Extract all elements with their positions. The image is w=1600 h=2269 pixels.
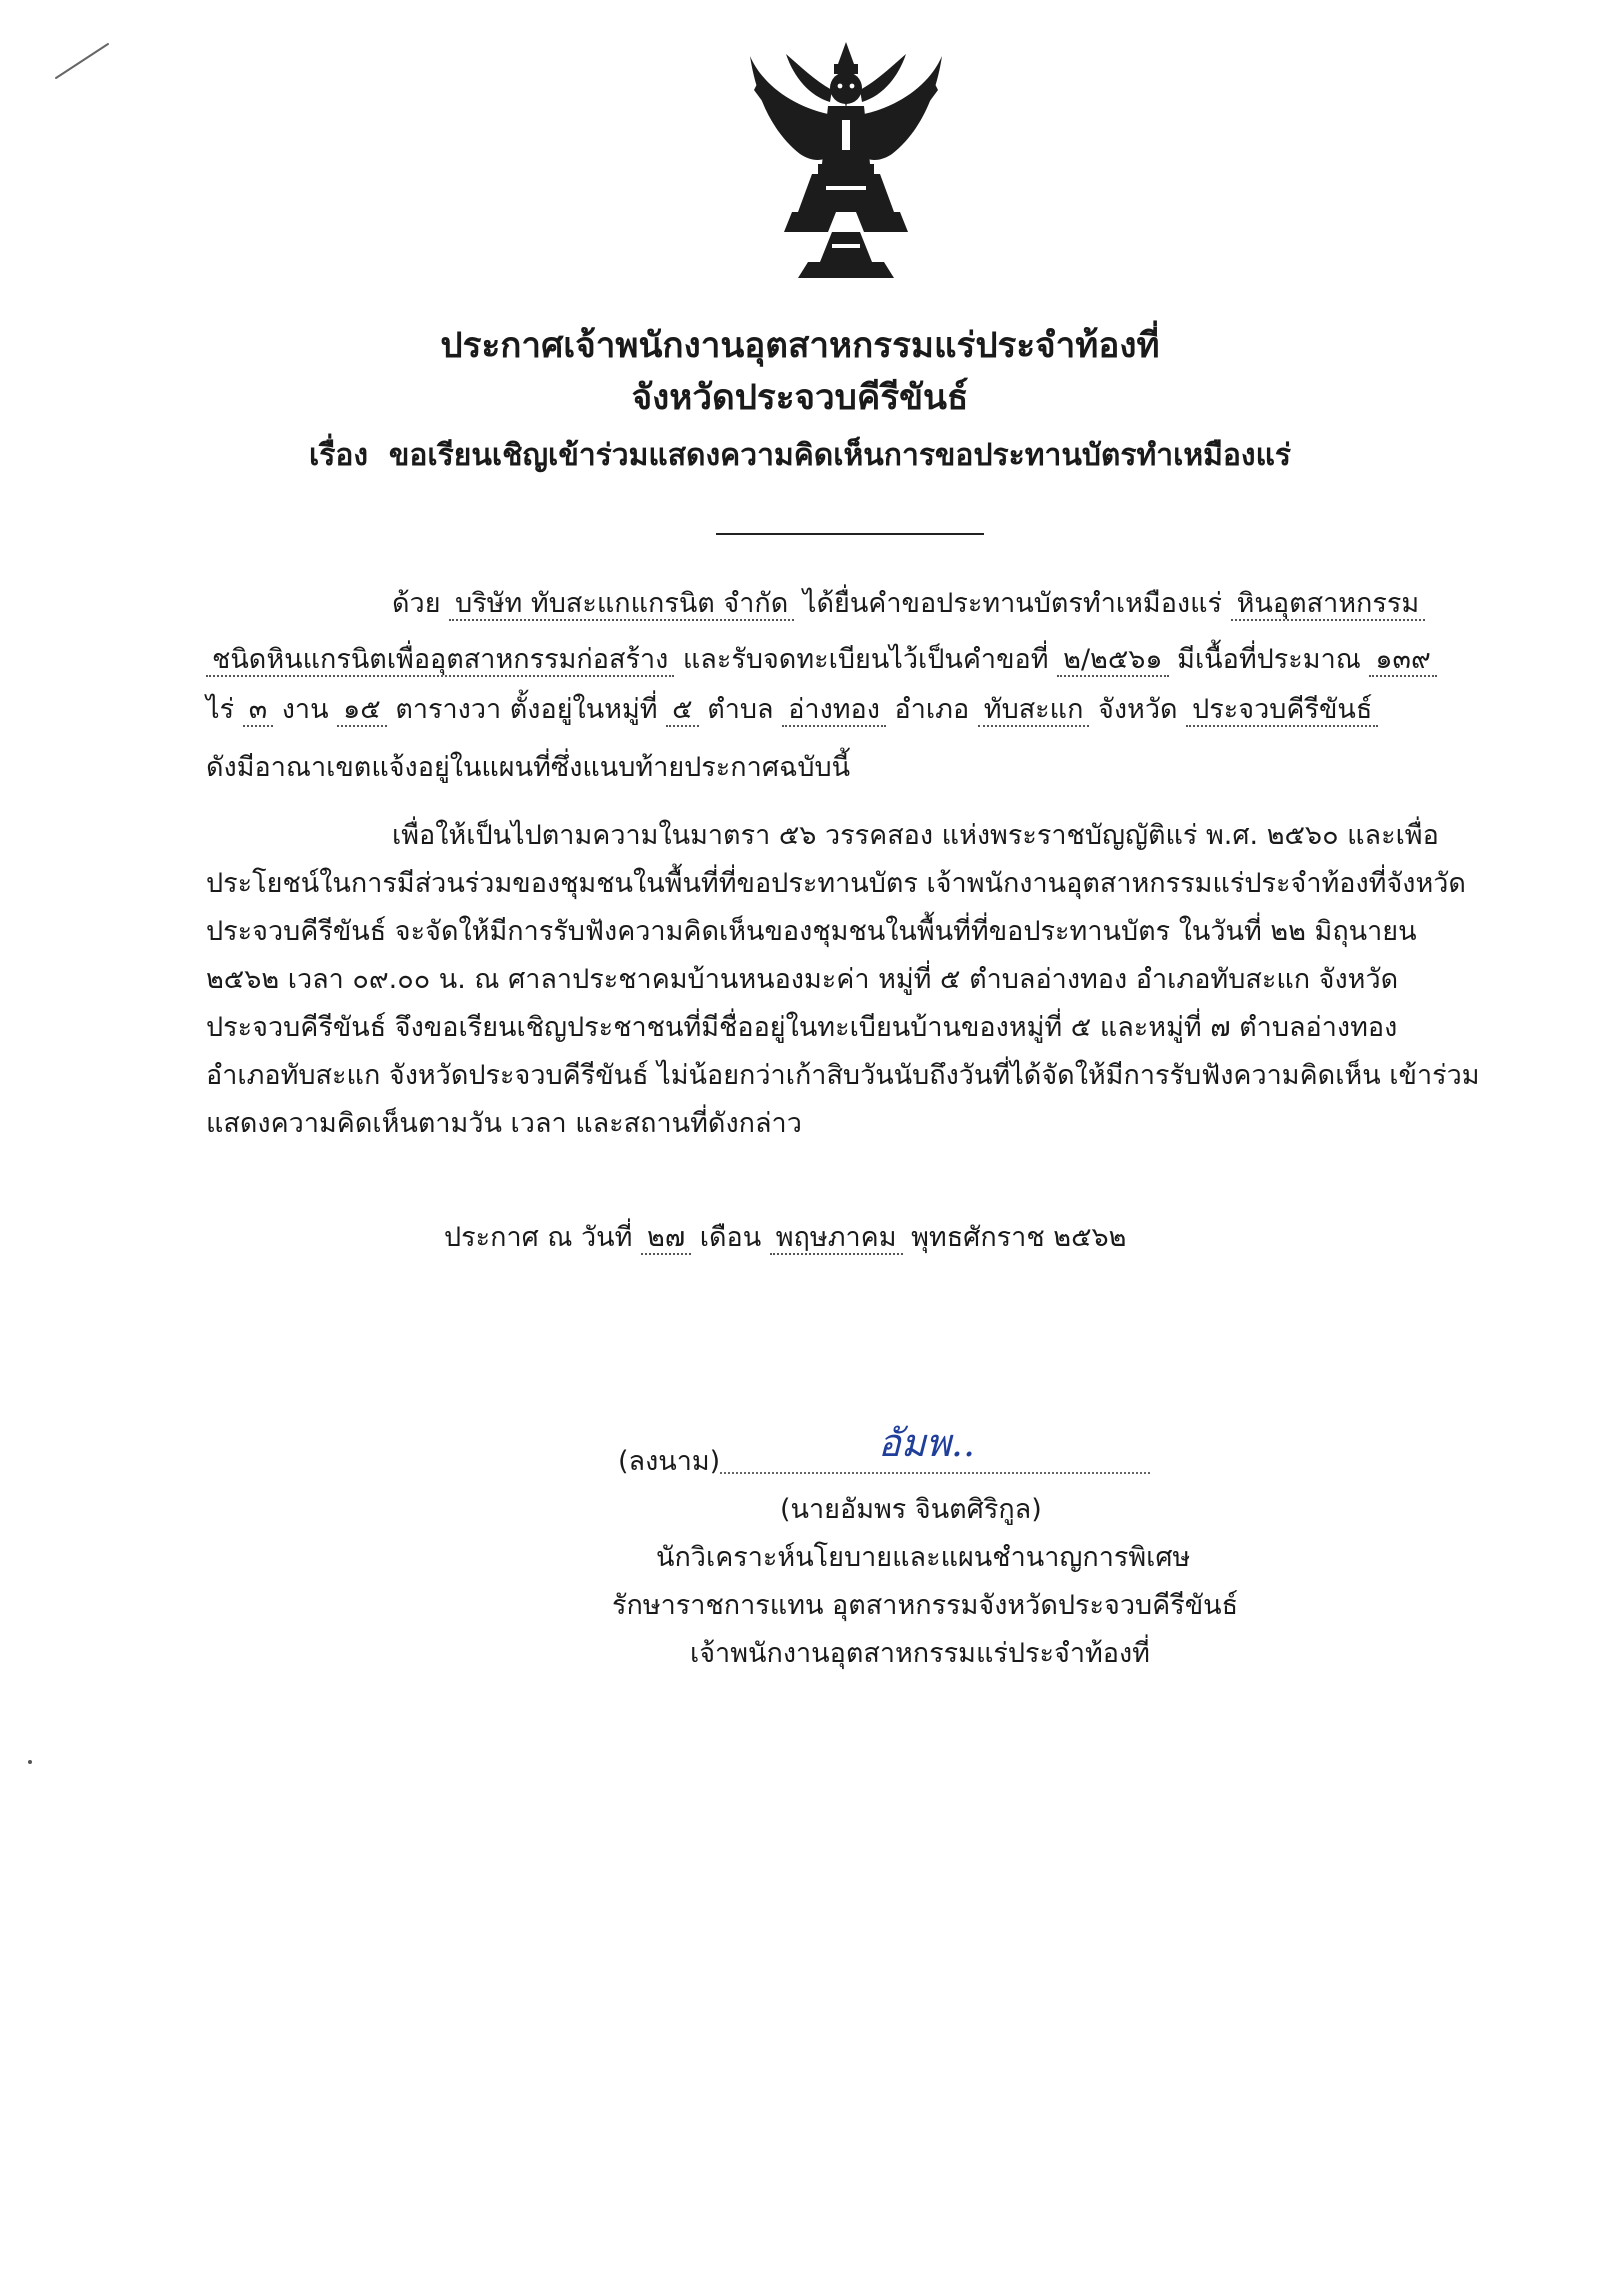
para1-text: ได้ยื่นคำขอประทานบัตรทำเหมืองแร่ (802, 588, 1222, 619)
scan-speck (28, 1760, 32, 1764)
mineral-type: ชนิดหินแกรนิตเพื่ออุตสาหกรรมก่อสร้าง (206, 644, 674, 677)
para2-line: อำเภอทับสะแก จังหวัดประจวบคีรีขันธ์ ไม่น้อยกว่าเก้าสิบวันนับถึงวันที่ได้จัดให้มีการรับฟังความคิดเห็น เข้าร่วม (206, 1060, 1480, 1091)
village-moo: ๕ (666, 694, 698, 727)
notice-title-line2: จังหวัดประจวบคีรีขันธ์ (631, 378, 969, 418)
request-number: ๒/๒๕๖๑ (1057, 644, 1168, 677)
sign-label: (ลงนาม) (618, 1446, 721, 1477)
signature-mark: อัมพ.. (878, 1421, 976, 1465)
date-year: ๒๕๖๒ (1053, 1222, 1127, 1253)
pen-mark (52, 40, 112, 82)
signatory-position-1: นักวิเคราะห์นโยบายและแผนชำนาญการพิเศษ (656, 1542, 1191, 1573)
tambon-name: อ่างทอง (782, 694, 886, 727)
para1-text: มีเนื้อที่ประมาณ (1177, 644, 1361, 675)
para2-line: ประโยชน์ในการมีส่วนร่วมของชุมชนในพื้นที่ที่ขอประทานบัตร เจ้าพนักงานอุตสาหกรรมแร่ประจำท้องที่จังหวัด (206, 868, 1466, 899)
para1-line2 (206, 640, 1437, 680)
mineral-name: หินอุตสาหกรรม (1231, 588, 1426, 621)
signatory-position-2: รักษาราชการแทน อุตสาหกรรมจังหวัดประจวบคีรีขันธ์ (612, 1590, 1239, 1621)
date-month: พฤษภาคม (770, 1222, 903, 1255)
date-prefix: ประกาศ ณ วันที่ (444, 1222, 633, 1253)
para1-last-line: ดังมีอาณาเขตแจ้งอยู่ในแผนที่ซึ่งแนบท้ายประกาศฉบับนี้ (206, 752, 851, 783)
para2-line: ประจวบคีรีขันธ์ จึงขอเรียนเชิญประชาชนที่มีชื่ออยู่ในทะเบียนบ้านของหมู่ที่ ๕ และหมู่ที่ ๗ ตำบลอ่างทอง (206, 1012, 1398, 1043)
para1-text: อำเภอ (894, 694, 970, 725)
para1-text: ด้วย (392, 588, 441, 619)
title-divider (716, 533, 984, 535)
subject-text: ขอเรียนเชิญเข้าร่วมแสดงความคิดเห็นการขอประทานบัตรทำเหมืองแร่ (388, 438, 1292, 473)
notice-title-line1: ประกาศเจ้าพนักงานอุตสาหกรรมแร่ประจำท้องที่ (440, 326, 1160, 366)
applicant-name: บริษัท ทับสะแกแกรนิต จำกัด (449, 588, 794, 621)
date-month-label: เดือน (699, 1222, 762, 1253)
amphoe-name: ทับสะแก (978, 694, 1090, 727)
para1-text: งาน (281, 694, 329, 725)
para1-text: ตารางวา ตั้งอยู่ในหมู่ที่ (395, 694, 658, 725)
garuda-emblem (748, 36, 944, 280)
changwat-name: ประจวบคีรีขันธ์ (1186, 694, 1378, 727)
para2-line: ๒๕๖๒ เวลา ๐๙.๐๐ น. ณ ศาลาประชาคมบ้านหนองมะค่า หมู่ที่ ๕ ตำบลอ่างทอง อำเภอทับสะแก จังหวัด (206, 964, 1399, 995)
para2-line: เพื่อให้เป็นไปตามความในมาตรา ๕๖ วรรคสอง แห่งพระราชบัญญัติแร่ พ.ศ. ๒๕๖๐ และเพื่อ (392, 820, 1439, 851)
para1-text: ตำบล (707, 694, 774, 725)
notice-subject (0, 432, 1600, 479)
para2-line: แสดงความคิดเห็นตามวัน เวลา และสถานที่ดังกล่าว (206, 1108, 802, 1139)
para1-line3 (206, 690, 1378, 730)
signatory-position-3: เจ้าพนักงานอุตสาหกรรมแร่ประจำท้องที่ (690, 1638, 1150, 1669)
announcement-date (444, 1218, 1126, 1258)
para1-text: ไร่ (206, 694, 235, 725)
area-ngan: ๓ (243, 694, 273, 727)
area-rai: ๑๓๙ (1369, 644, 1436, 677)
date-year-label: พุทธศักราช (911, 1222, 1045, 1253)
para1-text: และรับจดทะเบียนไว้เป็นคำขอที่ (682, 644, 1049, 675)
area-sqwa: ๑๕ (337, 694, 387, 727)
para1-text: จังหวัด (1098, 694, 1178, 725)
signatory-name: (นายอัมพร จินตศิริกูล) (780, 1494, 1042, 1525)
para1-line1 (392, 584, 1425, 624)
date-day: ๒๗ (641, 1222, 691, 1255)
subject-label: เรื่อง (308, 438, 369, 473)
para2-line: ประจวบคีรีขันธ์ จะจัดให้มีการรับฟังความคิดเห็นของชุมชนในพื้นที่ที่ขอประทานบัตร ในวันที่ ๒๒ มิถุนายน (206, 916, 1417, 947)
